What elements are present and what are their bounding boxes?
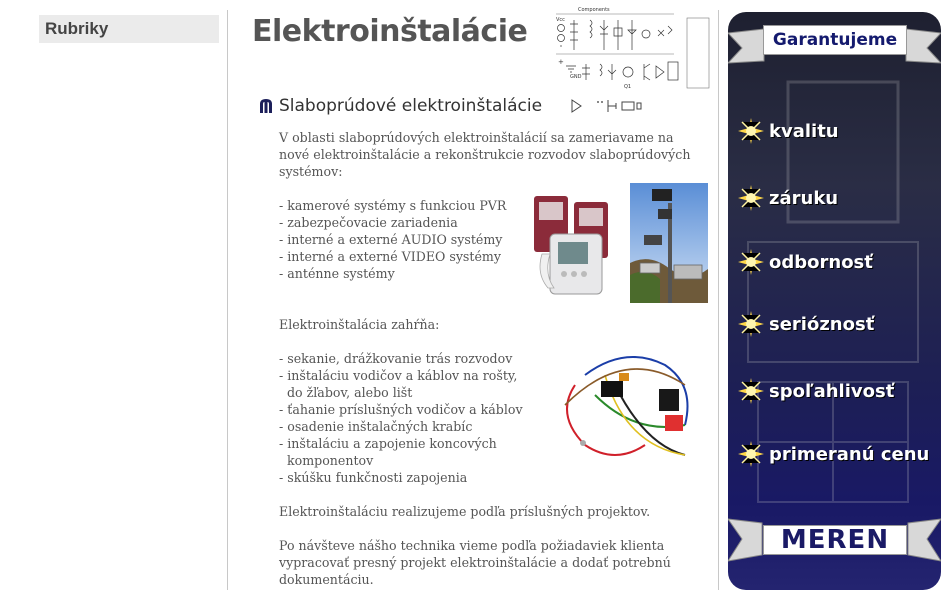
list-item: - interné a externé VIDEO systémy: [279, 249, 501, 264]
visit-text: Po návšteve nášho technika vieme podľa požiadaviek klienta vypracovať presný projekt elektroinštalácie a dodať potrebnú dokumentáciu.: [279, 538, 671, 587]
rubriky-heading: Rubriky: [39, 15, 219, 43]
left-divider: [227, 10, 228, 590]
list-item: - skúšku funkčnosti zapojenia: [279, 470, 468, 485]
list-item: - anténne systémy: [279, 266, 395, 281]
intro-paragraph: [279, 129, 699, 180]
guarantee-item: [737, 376, 894, 406]
section-title: Slaboprúdové elektroinštalácie: [279, 96, 543, 116]
meren-brand-logo: MEREN: [763, 525, 907, 555]
list-item: - ťahanie príslušných vodičov a káblov: [279, 402, 523, 417]
includes-intro-text: Elektroinštalácia zahŕňa:: [279, 317, 440, 332]
guarantee-item: [737, 116, 839, 146]
list-item: - osadenie inštalačných krabíc: [279, 419, 473, 434]
guarantee-label: spoľahlivosť: [769, 380, 895, 402]
right-divider: [718, 10, 719, 590]
diagram-label-q1: Q1: [624, 84, 632, 89]
diagram-label-vcc: Vcc: [556, 17, 565, 23]
guarantee-item: [737, 309, 874, 339]
projects-text: Elektroinštaláciu realizujeme podľa príslušných projektov.: [279, 504, 651, 519]
garantujeme-heading: Garantujeme: [763, 25, 907, 55]
diagram-label-plus: +: [558, 58, 564, 66]
projects-paragraph: [279, 503, 699, 520]
star-icon: [737, 248, 765, 276]
star-icon: [737, 184, 765, 212]
guarantee-label: odbornosť: [769, 251, 873, 273]
intercom-image: [530, 190, 622, 298]
guarantee-panel: [728, 12, 941, 590]
banner-bottom: [728, 517, 941, 565]
components-diagram-image: [556, 4, 711, 89]
guarantee-item: [737, 183, 838, 213]
guarantee-label: záruku: [769, 187, 839, 209]
visit-paragraph: [279, 537, 689, 588]
guarantee-item: [737, 247, 873, 277]
diagram-title: Components: [578, 7, 610, 13]
includes-list: [279, 350, 549, 486]
list-item: - inštaláciu vodičov a káblov na rošty,: [279, 368, 518, 383]
left-sidebar: [0, 0, 228, 600]
list-item: do žľabov, alebo lišt: [287, 385, 413, 400]
star-icon: [737, 117, 765, 145]
list-item: komponentov: [287, 453, 374, 468]
star-icon: [737, 440, 765, 468]
circuit-symbols-icon: [570, 96, 660, 116]
guarantee-label: primeranú cenu: [769, 443, 930, 465]
star-icon: [737, 310, 765, 338]
meren-logo-icon: [258, 98, 274, 114]
panel-background-image: [728, 12, 941, 590]
guarantee-label: serióznosť: [769, 313, 875, 335]
diagram-label-gnd: GND: [570, 74, 582, 80]
list-item: - sekanie, drážkovanie trás rozvodov: [279, 351, 513, 366]
page-title: Elektroinštalácie: [252, 14, 528, 49]
guarantee-item: [737, 439, 929, 469]
list-item: - kamerové systémy s funkciou PVR: [279, 198, 507, 213]
wiring-harness-image: [555, 345, 705, 465]
star-icon: [737, 377, 765, 405]
includes-intro: [279, 316, 699, 333]
list-item: - inštaláciu a zapojenie koncových: [279, 436, 497, 451]
banner-top: [728, 17, 941, 65]
list-item: - interné a externé AUDIO systémy: [279, 232, 503, 247]
intro-text: V oblasti slaboprúdových elektroinštalácií sa zameriavame na nové elektroinštalácie a rekonštrukcie rozvodov slaboprúdových systémov:: [279, 130, 691, 179]
cameras-image: [630, 183, 708, 303]
list-item: - zabezpečovacie zariadenia: [279, 215, 458, 230]
guarantee-label: kvalitu: [769, 120, 839, 142]
section-heading: [258, 94, 658, 118]
systems-list: [279, 197, 519, 282]
